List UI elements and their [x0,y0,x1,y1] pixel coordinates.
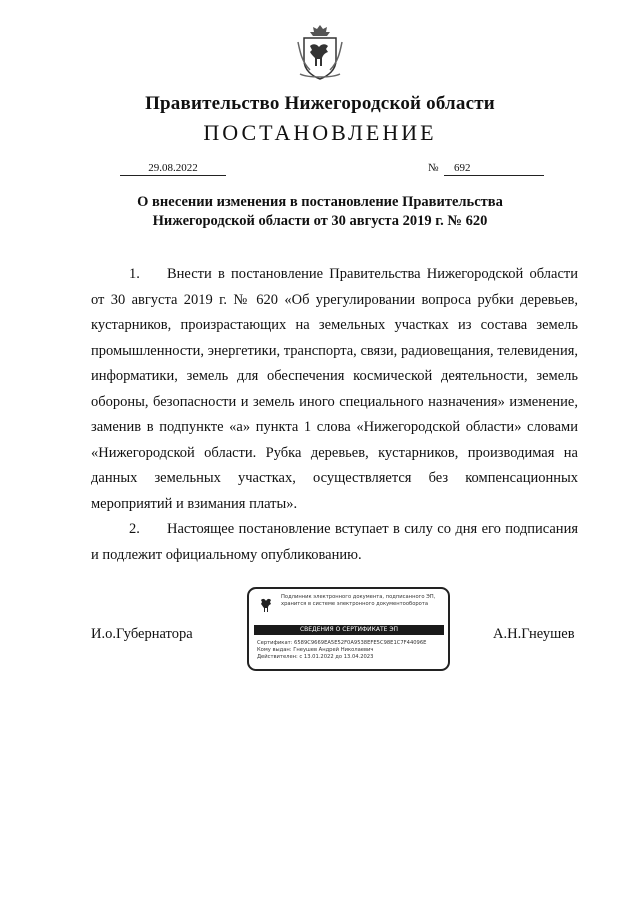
paragraph-1 [91,262,578,517]
document-subject [100,193,540,231]
coat-of-arms-icon [296,22,344,82]
subject-line-1: О внесении изменения в постановление Правительства [137,194,503,210]
document-number: 692 [444,162,544,176]
certificate-note [281,594,446,607]
paragraph-1-text: Внести в постановление Правительства Нижегородской области от 30 августа 2019 г. № 620 «Об урегулировании вопроса рубки деревьев, кустарников, произрастающих на земельных участках из состава земель промышленности, энергетики, транспорта, связи, радиовещания, телевидения, информатики, земель для обеспечения космической деятельности, земель обороны, безопасности и земель иного специального назначения» изменение, заменив в подпункте «а» пункта 1 слова «Нижегородской области» словами «Нижегородской области. Рубка деревьев, кустарников, производимая на данных земельных участках, осуществляется без компенсационных мероприятий и взимания платы». [91,266,578,512]
signatory-position: И.о.Губернатора [91,626,193,642]
paragraph-1-number: 1. [129,266,140,282]
signatory-name: А.Н.Гнеушев [493,626,575,642]
paragraph-2-text: Настоящее постановление вступает в силу со дня его подписания и подлежит официальному опубликованию. [91,521,578,563]
certificate-note-line-1: Подлинник электронного документа, подписанного ЭП, [281,594,436,600]
certificate-note-line-2: хранится в системе электронного документооборота [281,600,429,607]
number-label: № [428,162,439,174]
document-body [91,262,578,568]
paragraph-2-number: 2. [129,521,140,537]
certificate-validity: Действителен: с 13.01.2022 до 13.04.2023 [257,654,374,660]
subject-line-2: Нижегородской области от 30 августа 2019 г. № 620 [152,213,488,229]
certificate-title: СВЕДЕНИЯ О СЕРТИФИКАТЕ ЭП [254,625,444,635]
document-type: ПОСТАНОВЛЕНИЕ [203,120,437,145]
certificate-serial: Сертификат: 6589C9669EA5E52F0A9538EFE5C98E1C7F44096E [257,640,427,646]
deer-emblem-icon [255,596,277,614]
e-signature-stamp [247,587,450,671]
paragraph-2 [91,517,578,568]
organization-name: Правительство Нижегородской области [145,93,495,114]
certificate-details [257,640,447,661]
document-date: 29.08.2022 [120,162,226,176]
certificate-owner: Кому выдан: Гнеушев Андрей Николаевич [257,647,374,653]
